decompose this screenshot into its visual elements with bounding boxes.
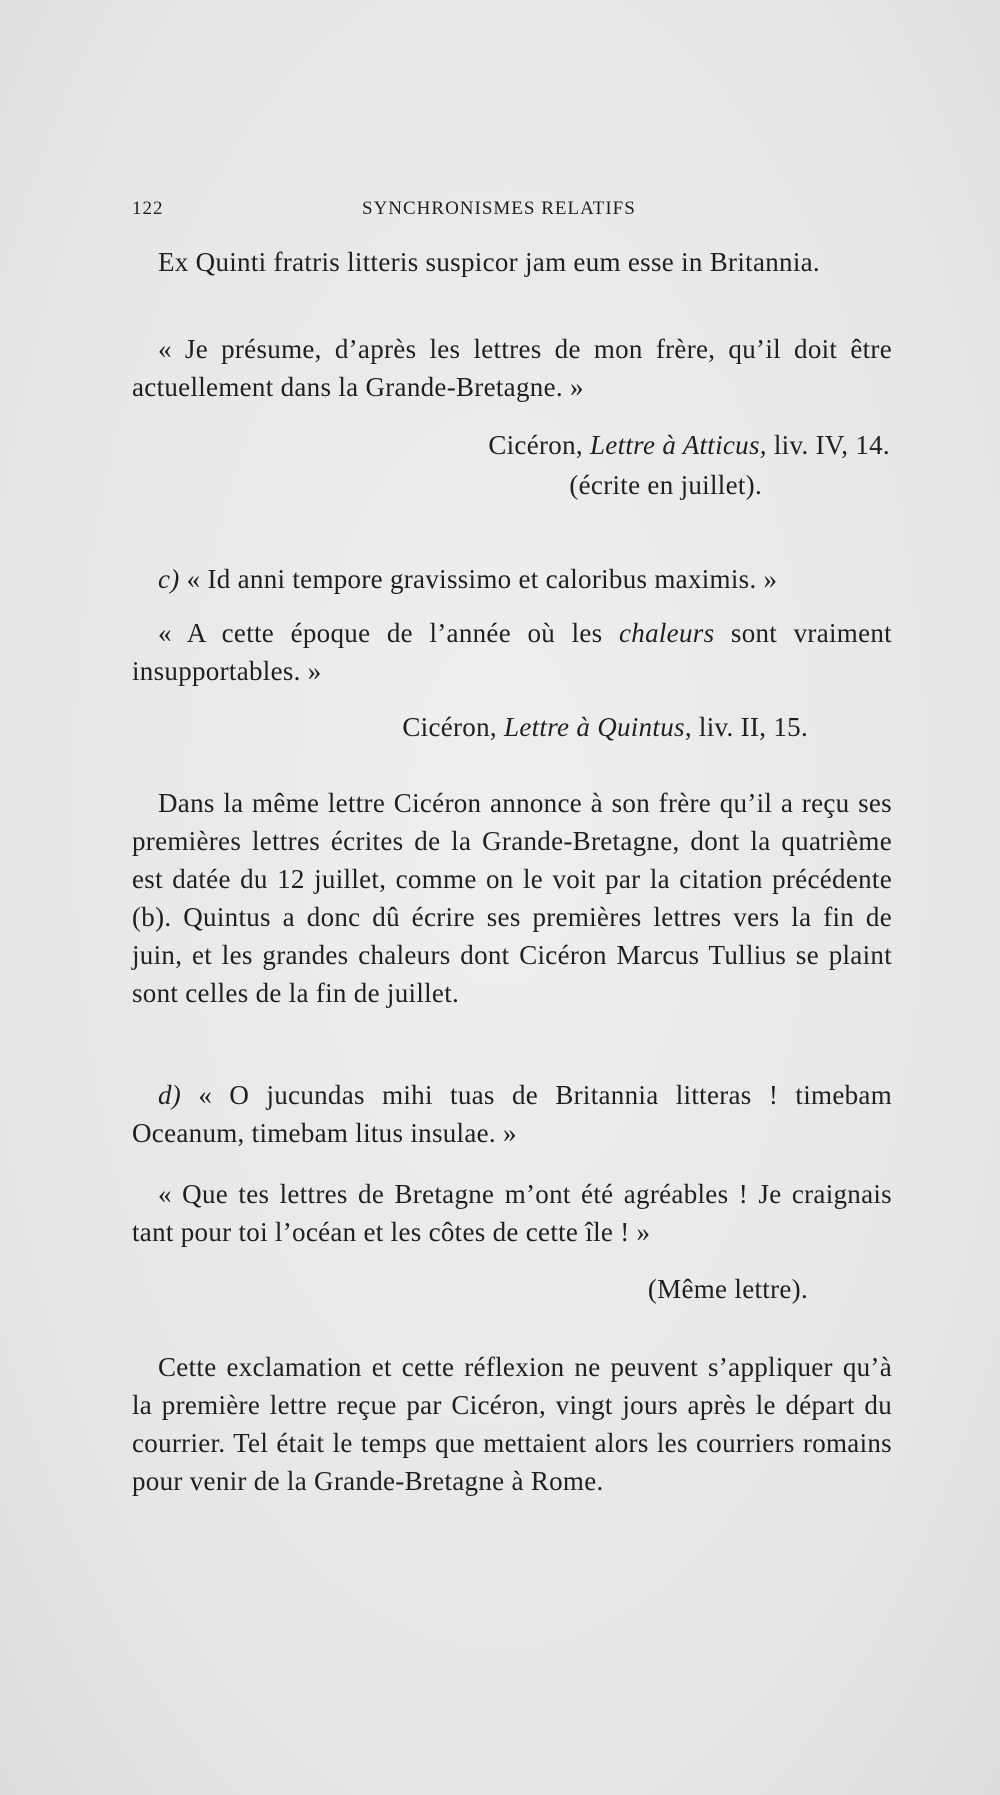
latin-quote-c-text: « Id anni tempore gravissimo et caloribus maximis. » bbox=[179, 564, 778, 594]
page-number: 122 bbox=[132, 198, 164, 219]
latin-quote-c bbox=[132, 560, 892, 598]
commentary-c: Dans la même lettre Cicéron annonce à son frère qu’il a reçu ses premières lettres écrites de la Grande-Bretagne, dont la quatrième est datée du 12 juillet, comme on le voit par la citation précédente (b). Quintus a donc dû écrire ses premières lettres vers la fin de juin, et les grandes chaleurs dont Cicéron Marcus Tullius se plaint sont celles de la fin de juillet. bbox=[132, 788, 892, 1008]
citation-b-note: (écrite en juillet). bbox=[569, 470, 762, 500]
latin-quote-d-text: « O jucundas mihi tuas de Britannia litteras ! timebam Oceanum, timebam litus insulae. » bbox=[132, 1080, 892, 1148]
citation-c bbox=[402, 708, 808, 746]
citation-b-author: Cicéron, bbox=[488, 430, 590, 460]
citation-c-work: Lettre à Quintus bbox=[504, 712, 685, 742]
citation-c-ref: , liv. II, 15. bbox=[684, 712, 808, 742]
citation-b-ref: liv. IV, 14. bbox=[766, 430, 890, 460]
commentary-d: Cette exclamation et cette réflexion ne peuvent s’appliquer qu’à la première lettre reçue par Cicéron, vingt jours après le départ du courrier. Tel était le temps que mettaient alors les courriers romains pour venir de la Grande-Bretagne à Rome. bbox=[132, 1352, 892, 1496]
latin-quote-b: Ex Quinti fratris litteris suspicor jam eum esse in Britannia. bbox=[158, 247, 820, 277]
citation-c-author: Cicéron, bbox=[402, 712, 504, 742]
french-c-part2: sont vraiment insupportables. » bbox=[132, 618, 892, 686]
label-d: d) bbox=[158, 1080, 182, 1110]
citation-b-work: Lettre à Atticus, bbox=[589, 430, 767, 460]
label-c: c) bbox=[158, 564, 180, 594]
latin-quote-d bbox=[132, 1076, 892, 1152]
french-c-part1: « A cette époque de l’année où les bbox=[158, 618, 619, 648]
page-header bbox=[132, 198, 892, 228]
french-translation-d: « Que tes lettres de Bretagne m’ont été agréables ! Je craignais tant pour toi l’océan et les côtes de cette île ! » bbox=[132, 1179, 892, 1247]
french-translation-b: « Je présume, d’après les lettres de mon frère, qu’il doit être actuellement dans la Grande-Bretagne. » bbox=[132, 334, 892, 402]
citation-d: (Même lettre). bbox=[647, 1274, 808, 1304]
french-translation-c bbox=[132, 614, 892, 690]
running-title: SYNCHRONISMES RELATIFS bbox=[362, 198, 636, 219]
citation-b bbox=[488, 426, 890, 464]
french-c-italic: chaleurs bbox=[619, 618, 715, 648]
